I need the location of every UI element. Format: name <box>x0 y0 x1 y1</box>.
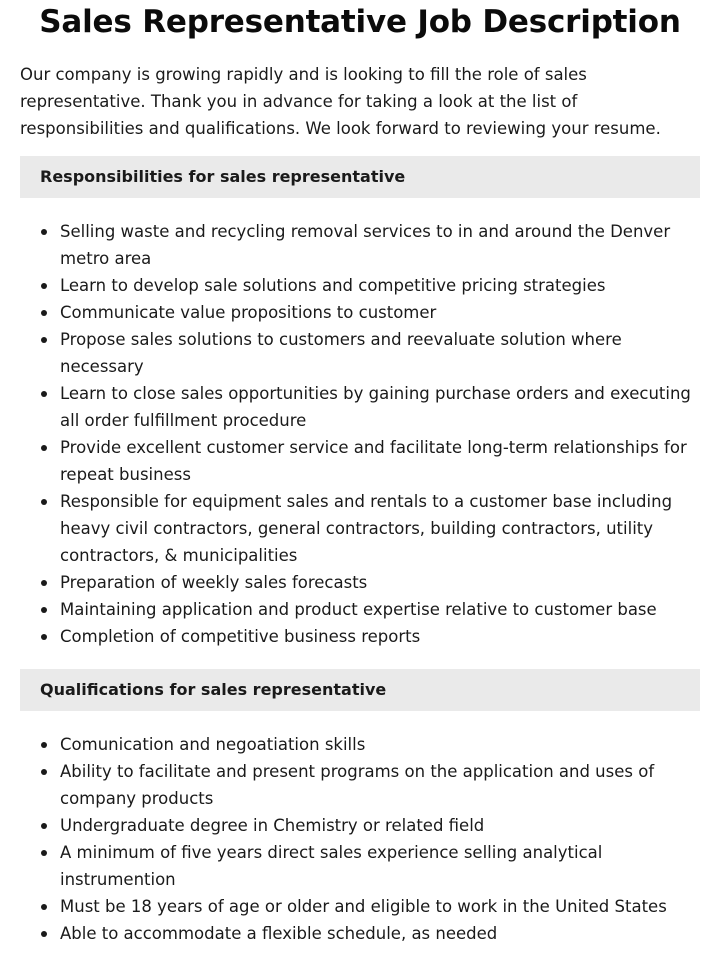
responsibility-item: Preparation of weekly sales forecasts <box>60 569 700 596</box>
qualifications-list <box>20 731 700 947</box>
responsibilities-heading: Responsibilities for sales representative <box>20 156 700 198</box>
responsibility-item: Learn to close sales opportunities by gaining purchase orders and executing all order fulfillment procedure <box>60 380 700 434</box>
page-title: Sales Representative Job Description <box>39 4 681 40</box>
responsibility-item: Provide excellent customer service and facilitate long-term relationships for repeat business <box>60 434 700 488</box>
responsibility-item: Completion of competitive business reports <box>60 623 700 650</box>
qualification-item: Undergraduate degree in Chemistry or related field <box>60 812 700 839</box>
responsibility-item: Communicate value propositions to customer <box>60 299 700 326</box>
qualification-item: Ability to facilitate and present programs on the application and uses of company products <box>60 758 700 812</box>
qualification-item: Able to accommodate a flexible schedule, as needed <box>60 920 700 947</box>
qualifications-heading: Qualifications for sales representative <box>20 669 700 711</box>
qualification-item: Comunication and negoatiation skills <box>60 731 700 758</box>
intro-paragraph: Our company is growing rapidly and is looking to fill the role of sales representative. Thank you in advance for taking a look at the list of responsibilities and qualifications. We look forward to reviewing your resume. <box>20 65 661 138</box>
responsibility-item: Propose sales solutions to customers and reevaluate solution where necessary <box>60 326 700 380</box>
responsibilities-list <box>20 218 700 650</box>
qualification-item: Must be 18 years of age or older and eligible to work in the United States <box>60 893 700 920</box>
responsibility-item: Responsible for equipment sales and rentals to a customer base including heavy civil contractors, general contractors, building contractors, utility contractors, & municipalities <box>60 488 700 569</box>
responsibility-item: Selling waste and recycling removal services to in and around the Denver metro area <box>60 218 700 272</box>
qualification-item: A minimum of five years direct sales experience selling analytical instrumention <box>60 839 700 893</box>
responsibility-item: Learn to develop sale solutions and competitive pricing strategies <box>60 272 700 299</box>
responsibility-item: Maintaining application and product expertise relative to customer base <box>60 596 700 623</box>
